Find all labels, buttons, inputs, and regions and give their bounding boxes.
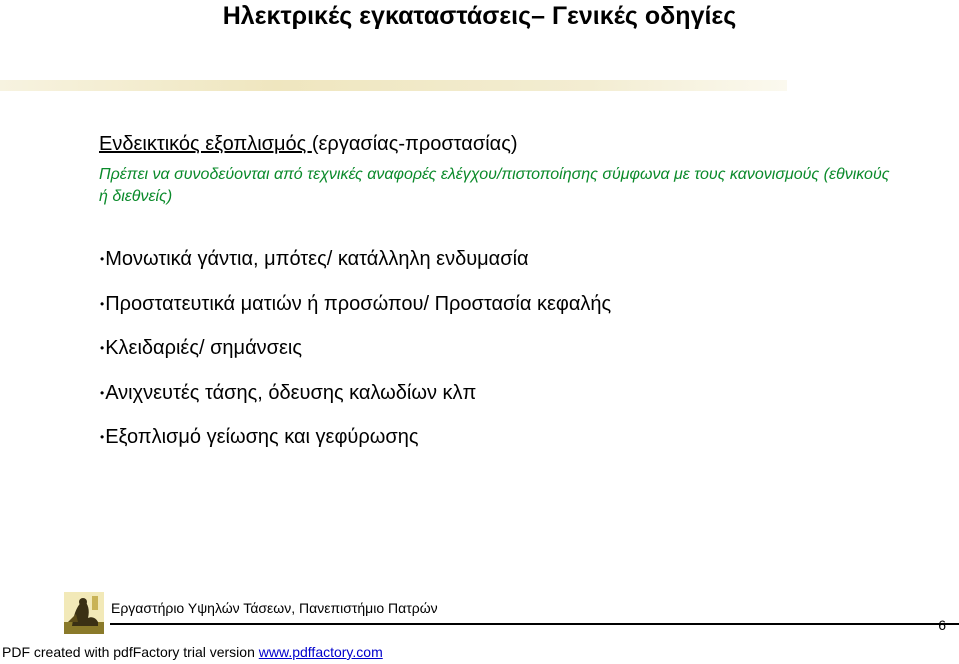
slide-footer xyxy=(0,588,959,664)
bullet-icon: • xyxy=(100,341,105,356)
footer-institution: Εργαστήριο Υψηλών Τάσεων, Πανεπιστήμιο Πατρών xyxy=(111,600,438,616)
list-item-text: Προστατευτικά ματιών ή προσώπου/ Προστασία κεφαλής xyxy=(105,292,612,315)
list-item xyxy=(100,425,611,470)
list-item-text: Κλειδαριές/ σημάνσεις xyxy=(105,337,302,360)
footer-divider xyxy=(110,623,959,625)
list-item xyxy=(100,336,611,381)
pdffactory-link[interactable]: www.pdffactory.com xyxy=(258,644,383,660)
list-item-text: Μονωτικά γάντια, μπότες/ κατάλληλη ενδυμασία xyxy=(105,248,529,270)
page-number: 6 xyxy=(938,617,946,633)
bullet-icon: • xyxy=(100,430,105,445)
list-item xyxy=(100,247,611,292)
pdf-banner-text: PDF created with pdfFactory trial version xyxy=(2,644,259,660)
list-item-text: Εξοπλισμό γείωσης και γεφύρωσης xyxy=(105,426,419,449)
equipment-list xyxy=(100,247,611,470)
certification-note: Πρέπει να συνοδεύονται από τεχνικές αναφορές ελέγχου/πιστοποίησης σύμφωνα με τους κανονισμούς (εθνικούς ή διεθνείς) xyxy=(99,166,890,205)
list-item xyxy=(100,292,611,337)
slide-title: Ηλεκτρικές εγκαταστάσεις– Γενικές οδηγίες xyxy=(222,2,737,30)
pdf-banner xyxy=(2,644,383,660)
bullet-icon: • xyxy=(100,252,105,266)
section-heading-underlined: Ενδεικτικός εξοπλισμός xyxy=(99,133,312,155)
bullet-icon: • xyxy=(100,385,105,400)
list-item-text: Ανιχνευτές τάσης, όδευσης καλωδίων κλπ xyxy=(105,381,477,404)
title-divider xyxy=(0,80,787,91)
section-heading xyxy=(99,133,518,156)
list-item xyxy=(100,381,611,426)
bullet-icon: • xyxy=(100,296,105,311)
section-heading-rest: (εργασίας-προστασίας) xyxy=(311,133,518,155)
university-logo-icon xyxy=(64,592,104,634)
